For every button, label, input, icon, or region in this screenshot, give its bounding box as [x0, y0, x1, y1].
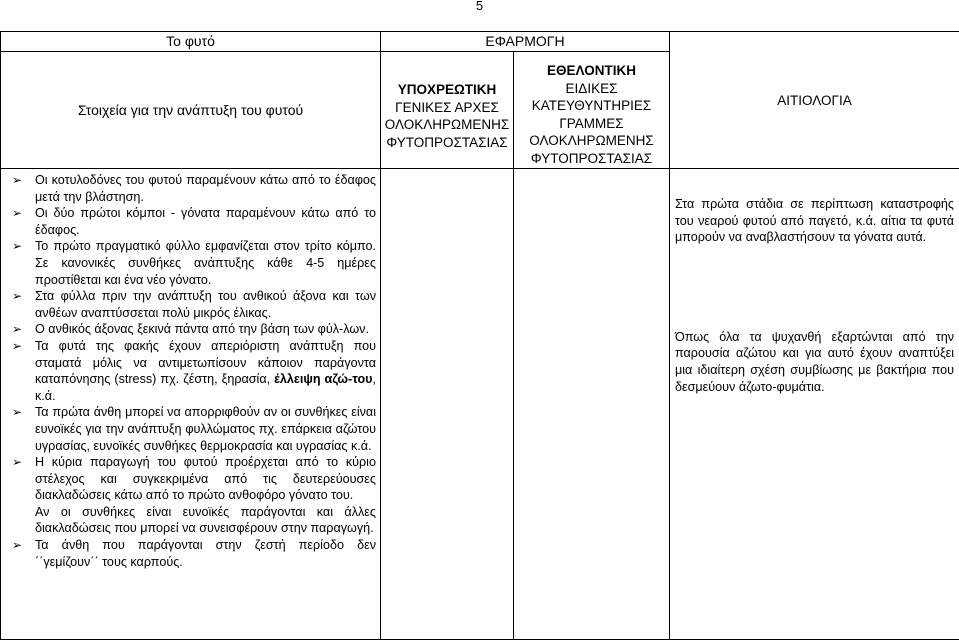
plant-title-cell: [1, 32, 381, 52]
mandatory-content-cell: [381, 169, 514, 640]
list-item: ➢ Τα πρώτα άνθη μπορεί να απορριφθούν αν οι συνθήκες είναι ευνοϊκές για την ανάπτυξη φυλλώματος πχ. επάρκεια αζώτου υγρασίας, ευνοϊκές συνθήκες θερμοκρασία και υγρασίας κ.ά.: [1, 404, 376, 454]
arrowhead-bullet-icon: ➢: [9, 321, 25, 338]
reason-header-cell: [670, 32, 959, 169]
mandatory-header-line: ΦΥΤΟΠΡΟΣΤΑΣΙΑΣ: [381, 134, 513, 152]
development-facts-list: [1, 169, 380, 504]
mandatory-header-title: ΥΠΟΧΡΕΩΤΙΚΗ: [381, 81, 513, 99]
development-subheader: Στοιχεία για την ανάπτυξη του φυτού: [78, 102, 303, 118]
optional-header-line: ΓΡΑΜΜΕΣ: [514, 115, 669, 133]
plant-development-table: [0, 31, 959, 640]
reason-nitrogen: Όπως όλα τα ψυχανθή εξαρτώνται από την παρουσία αζώτου και για αυτό έχουν αναπτύξει μια ιδιαίτερη σχέση συμβίωσης με βακτήρια που δεσμεύουν άζωτο-φυμάτια.: [670, 329, 959, 395]
mandatory-header-line: ΓΕΝΙΚΕΣ ΑΡΧΕΣ: [381, 99, 513, 117]
list-item: ➢ Ο ανθικός άξονας ξεκινά πάντα από την βάση των φύλ-λων.: [1, 321, 376, 338]
development-facts-cell: [1, 169, 381, 640]
mandatory-header-line: ΟΛΟΚΛΗΡΩΜΕΝΗΣ: [381, 116, 513, 134]
optional-header-line: ΟΛΟΚΛΗΡΩΜΕΝΗΣ: [514, 132, 669, 150]
reason-regrowth: Στα πρώτα στάδια σε περίπτωση καταστροφής του νεαρού φυτού από παγετό, κ.ά. αίτια τα φυτά μπορούν να αναβλαστήσουν τα γόνατα αυτά.: [670, 196, 959, 246]
development-subheader-cell: [1, 52, 381, 169]
optional-header-title: ΕΘΕΛΟΝΤΙΚΗ: [514, 62, 669, 80]
page-number: 5: [0, 0, 959, 14]
arrowhead-bullet-icon: ➢: [9, 288, 25, 305]
application-header: ΕΦΑΡΜΟΓΗ: [485, 33, 564, 49]
arrowhead-bullet-icon: ➢: [9, 238, 25, 255]
mandatory-header-cell: [381, 52, 514, 169]
plant-title: Το φυτό: [166, 33, 215, 49]
list-item: ➢ Το πρώτο πραγματικό φύλλο εμφανίζεται στον τρίτο κόμπο. Σε κανονικές συνθήκες ανάπτυξης κάθε 4-5 ημέρες προστίθεται και ένα νέο γόνατο.: [1, 238, 376, 288]
list-item: ➢ Τα άνθη που παράγονται στην ζεστή περίοδο δεν ΄΄γεμίζουν΄΄ τους καρπούς.: [1, 537, 376, 570]
list-item: ➢ Στα φύλλα πριν την ανάπτυξη του ανθικού άξονα και των ανθέων αναπτύσσεται πολύ μικρός έλικας.: [1, 288, 376, 321]
reason-header: ΑΙΤΙΟΛΟΓΙΑ: [777, 93, 851, 108]
optional-header-line: ΦΥΤΟΠΡΟΣΤΑΣΙΑΣ: [514, 150, 669, 168]
arrowhead-bullet-icon: ➢: [9, 454, 25, 471]
list-item: ➢ Οι δύο πρώτοι κόμποι - γόνατα παραμένουν κάτω από το έδαφος.: [1, 205, 376, 238]
list-item: ➢ Οι κοτυλοδόνες του φυτού παραμένουν κάτω από το έδαφος μετά την βλάστηση.: [1, 172, 376, 205]
optional-header-line: ΕΙΔΙΚΕΣ: [514, 80, 669, 98]
list-item: ➢ Η κύρια παραγωγή του φυτού προέρχεται από το κύριο στέλεχος και συγκεκριμένα από τις δευτερεύουσες διακλαδώσεις κάτω από το πρώτο ανθοφόρο γόνατο του.: [1, 454, 376, 504]
additional-branches-paragraph: Αν οι συνθήκες είναι ευνοϊκές παράγονται και άλλες διακλαδώσεις που μπορεί να συνεισφέρουν στην παραγωγή.: [1, 504, 380, 537]
arrowhead-bullet-icon: ➢: [9, 338, 25, 355]
arrowhead-bullet-icon: ➢: [9, 537, 25, 554]
arrowhead-bullet-icon: ➢: [9, 404, 25, 421]
application-header-cell: [381, 32, 670, 52]
optional-header-cell: [514, 52, 670, 169]
nitrogen-deficiency-text: έλλειψη αζώ-του: [274, 372, 372, 386]
reason-content-cell: [670, 169, 959, 640]
development-facts-list-end: [1, 537, 380, 570]
optional-content-cell: [514, 169, 670, 640]
arrowhead-bullet-icon: ➢: [9, 205, 25, 222]
optional-header-line: ΚΑΤΕΥΘΥΝΤΗΡΙΕΣ: [514, 97, 669, 115]
list-item: ➢ Τα φυτά της φακής έχουν απεριόριστη ανάπτυξη που σταματά μόλις να αντιμετωπίσουν κάποιον παράγοντα καταπόνησης (stress) πχ. ζέστη, ξηρασία, έλλειψη αζώ-του, κ.ά.: [1, 338, 376, 404]
arrowhead-bullet-icon: ➢: [9, 172, 25, 189]
